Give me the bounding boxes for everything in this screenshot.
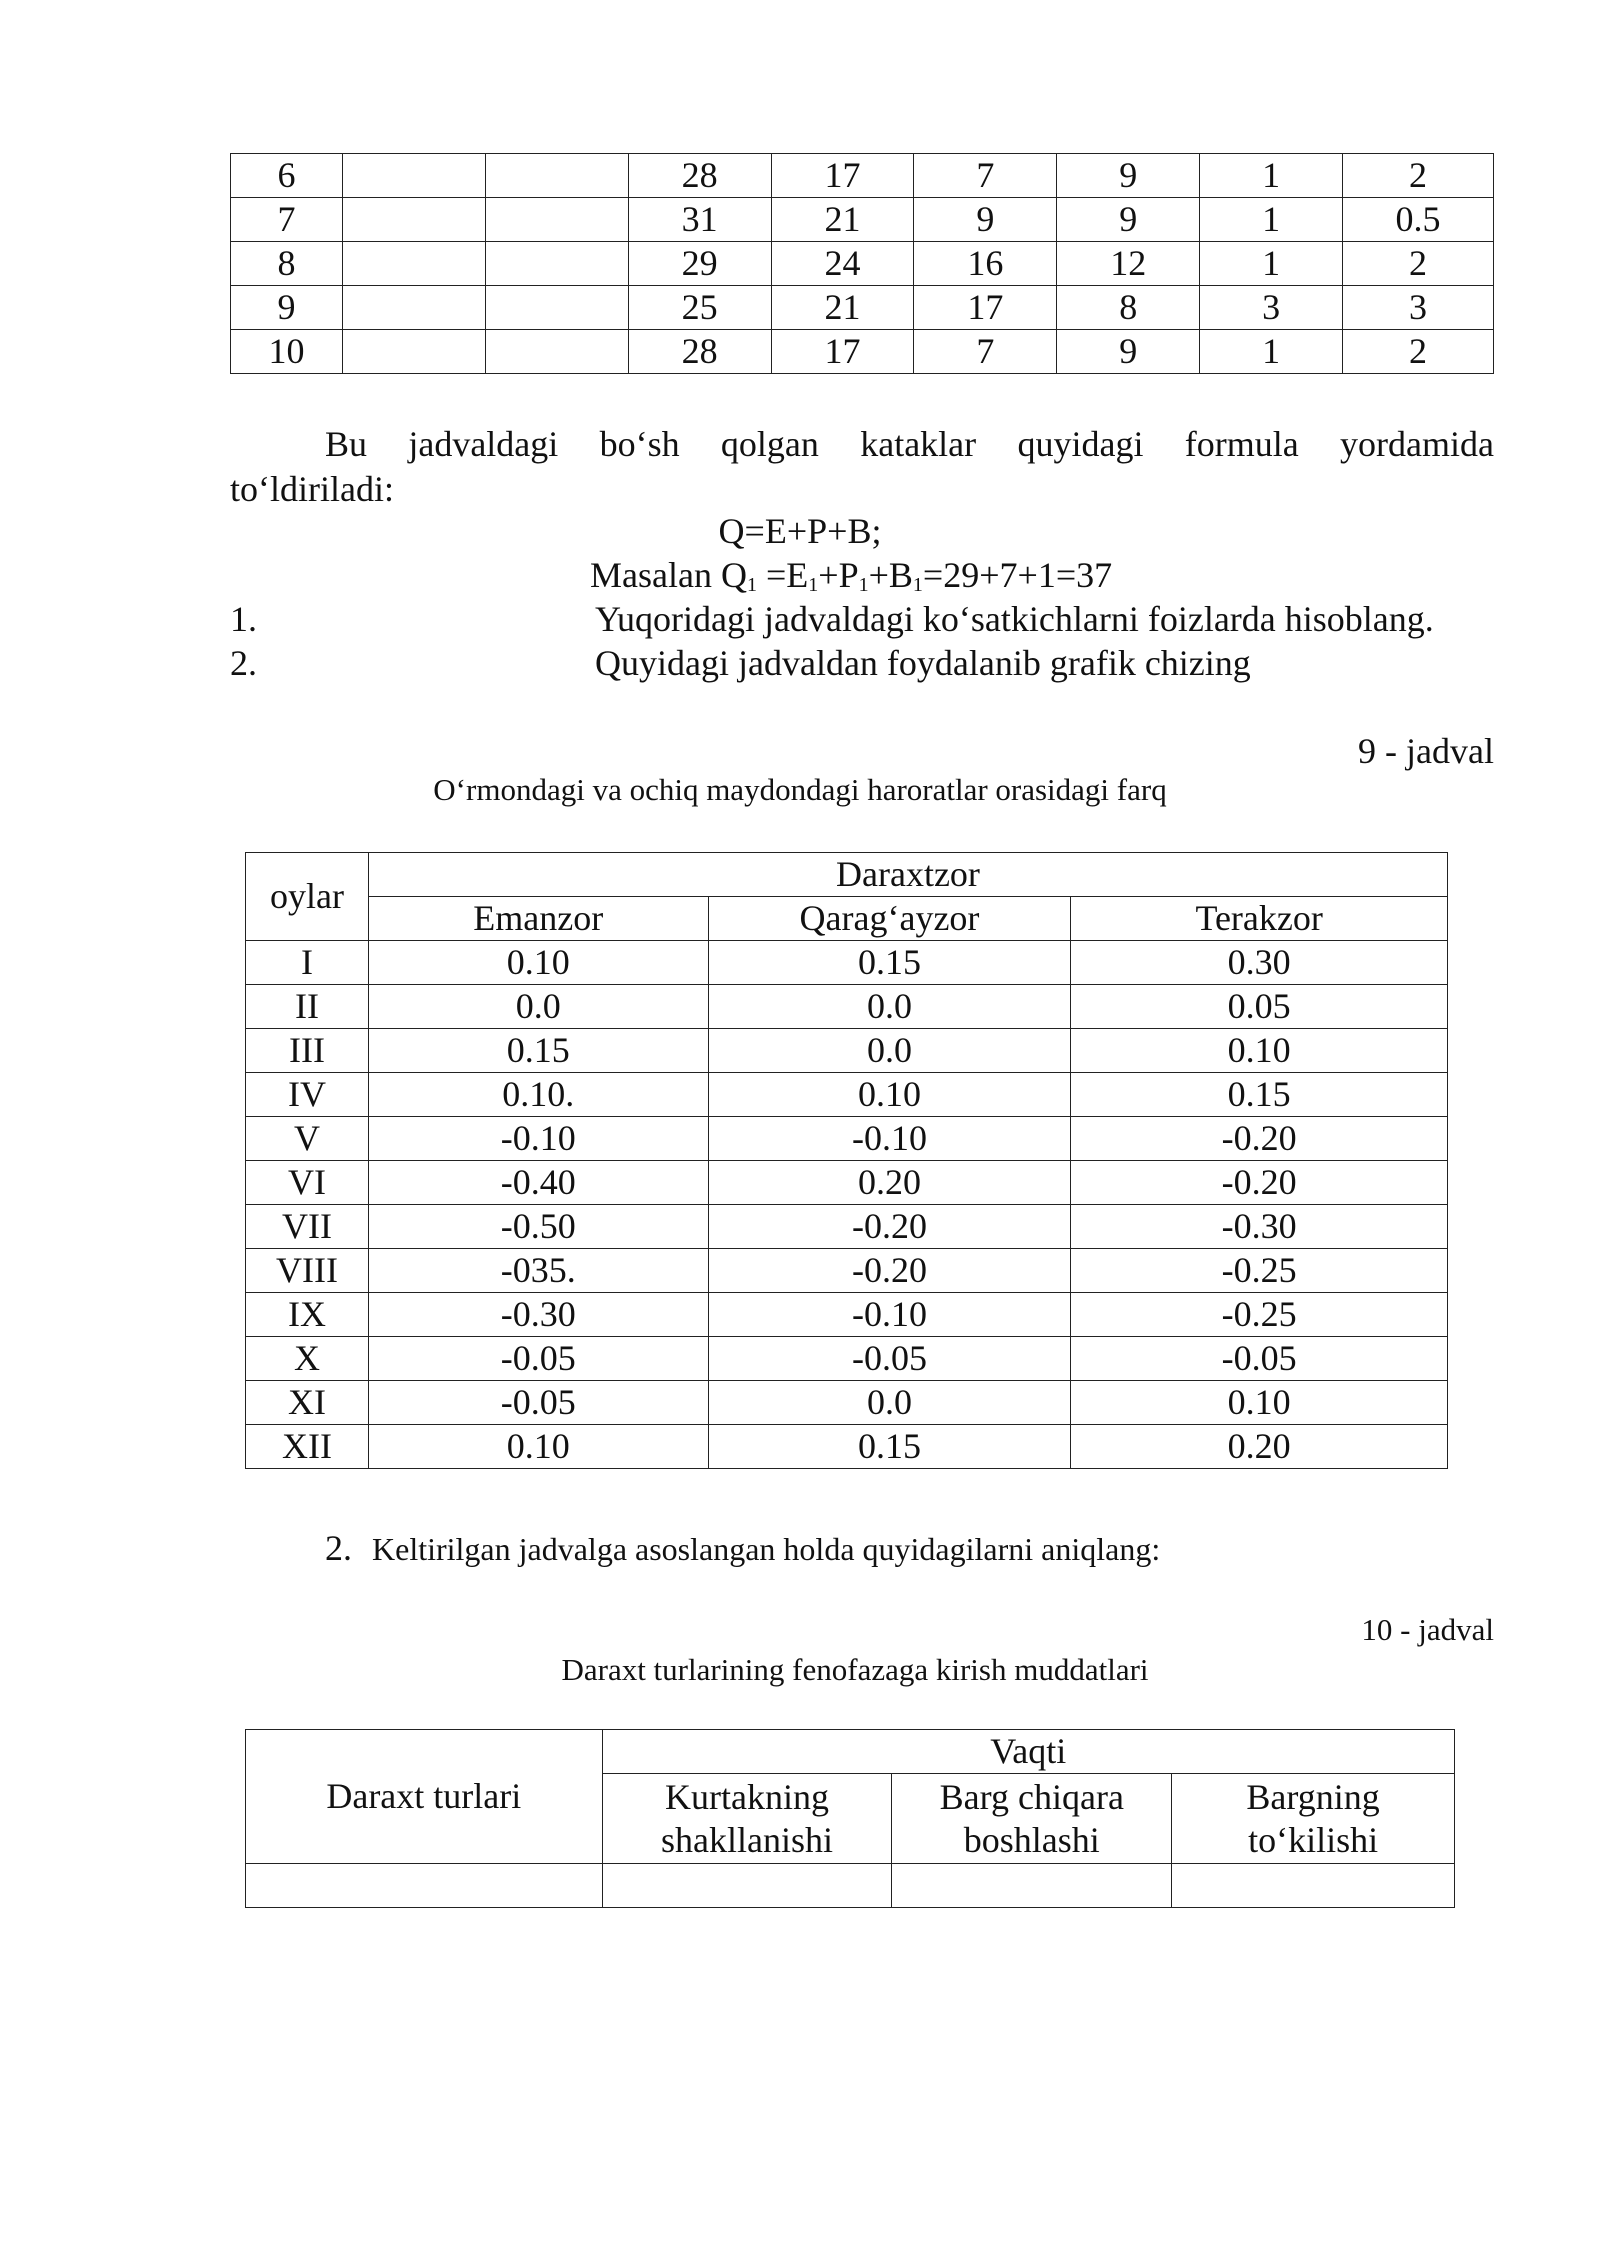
table-cell: 17: [914, 286, 1057, 330]
table-cell: 2: [1343, 330, 1494, 374]
instruction-paragraph: Bu jadvaldagi bo‘sh qolgan kataklar quyidagi formula yordamida: [325, 424, 1494, 464]
table-cell: [342, 330, 485, 374]
table-row: [246, 1073, 1448, 1117]
table-cell: 7: [914, 330, 1057, 374]
table-cell: 0.20: [1071, 1425, 1448, 1469]
table-cell: 0.15: [368, 1029, 708, 1073]
table-cell: IV: [246, 1073, 369, 1117]
header-months: oylar: [246, 853, 369, 941]
table-cell: 2: [1343, 242, 1494, 286]
table-cell: 1: [1200, 154, 1343, 198]
table-cell: 21: [771, 286, 914, 330]
table-cell: -0.30: [1071, 1205, 1448, 1249]
table-cell: 0.20: [708, 1161, 1071, 1205]
table-cell: 6: [231, 154, 343, 198]
table-row: [231, 286, 1494, 330]
question-number: 2.: [325, 1528, 352, 1568]
temperature-difference-table: [245, 852, 1448, 1469]
header-column: Terakzor: [1071, 897, 1448, 941]
table-cell: 3: [1343, 286, 1494, 330]
table-cell: IX: [246, 1293, 369, 1337]
header-column: Kurtakning shakllanishi: [602, 1774, 892, 1864]
table-title: Daraxt turlarining fenofazaga kirish muddatlari: [561, 1652, 1149, 1687]
table-cell: V: [246, 1117, 369, 1161]
table-row: [246, 1425, 1448, 1469]
table-cell: 0.15: [708, 1425, 1071, 1469]
table-cell: 17: [771, 154, 914, 198]
table-cell: 9: [1057, 154, 1200, 198]
table-row: [246, 1249, 1448, 1293]
table-cell: 1: [1200, 330, 1343, 374]
table-cell: 1: [1200, 242, 1343, 286]
formula-example: Masalan $Q_1 =E_1+P_1+B_1=29+7+1=37$: [590, 555, 1113, 596]
header-column: Barg chiqara boshlashi: [892, 1774, 1172, 1864]
list-item-number: 2.: [230, 643, 257, 683]
table-cell: 1: [1200, 198, 1343, 242]
table-cell: 0.0: [708, 1029, 1071, 1073]
table-cell: XII: [246, 1425, 369, 1469]
table-row: [231, 154, 1494, 198]
table-cell: 7: [231, 198, 343, 242]
list-item-text: Yuqoridagi jadvaldagi ko‘satkichlarni foizlarda hisoblang.: [595, 599, 1434, 639]
table-cell: 0.0: [708, 985, 1071, 1029]
table-cell: 0.30: [1071, 941, 1448, 985]
table-cell: 0.10: [1071, 1381, 1448, 1425]
table-cell: 9: [1057, 330, 1200, 374]
table-cell: 0.10: [368, 941, 708, 985]
table-cell: -0.10: [368, 1117, 708, 1161]
table-cell: 31: [628, 198, 771, 242]
table-row: [246, 1161, 1448, 1205]
question-heading: [325, 1527, 1160, 1569]
header-column: Emanzor: [368, 897, 708, 941]
header-group: Vaqti: [602, 1730, 1454, 1774]
table-cell: VII: [246, 1205, 369, 1249]
table-row: [231, 198, 1494, 242]
table-cell: [485, 286, 628, 330]
table-cell: 2: [1343, 154, 1494, 198]
table-cell: 16: [914, 242, 1057, 286]
table-cell: VIII: [246, 1249, 369, 1293]
table-cell: 9: [914, 198, 1057, 242]
table-cell: 8: [1057, 286, 1200, 330]
table-cell: I: [246, 941, 369, 985]
table-cell: 28: [628, 330, 771, 374]
table-label: 9 - jadval: [1358, 731, 1494, 771]
question-text: Keltirilgan jadvalga asoslangan holda quyidagilarni aniqlang:: [372, 1531, 1161, 1567]
table-cell: [485, 330, 628, 374]
phenophase-table: [245, 1729, 1455, 1908]
table-cell: 0.0: [708, 1381, 1071, 1425]
table-cell: 0.5: [1343, 198, 1494, 242]
table-cell: -0.20: [1071, 1161, 1448, 1205]
table-cell: II: [246, 985, 369, 1029]
header-column: Qarag‘ayzor: [708, 897, 1071, 941]
table-cell: -0.30: [368, 1293, 708, 1337]
table-cell: 0.15: [708, 941, 1071, 985]
table-cell: X: [246, 1337, 369, 1381]
list-item-text: Quyidagi jadvaldan foydalanib grafik chizing: [595, 643, 1251, 683]
table-row: [231, 242, 1494, 286]
table-cell: 28: [628, 154, 771, 198]
list-item-number: 1.: [230, 599, 257, 639]
empty-cell: [246, 1864, 603, 1908]
table-cell: III: [246, 1029, 369, 1073]
table-cell: -0.20: [1071, 1117, 1448, 1161]
table-row: [246, 1381, 1448, 1425]
table-cell: 0.05: [1071, 985, 1448, 1029]
table-cell: 0.10.: [368, 1073, 708, 1117]
data-table-top: [230, 153, 1494, 374]
table-row: [246, 1029, 1448, 1073]
table-cell: 0.0: [368, 985, 708, 1029]
table-cell: 8: [231, 242, 343, 286]
table-cell: -0.25: [1071, 1249, 1448, 1293]
table-cell: -0.10: [708, 1293, 1071, 1337]
table-row: [246, 985, 1448, 1029]
table-cell: 25: [628, 286, 771, 330]
table-cell: -0.05: [708, 1337, 1071, 1381]
empty-cell: [1172, 1864, 1455, 1908]
table-cell: [342, 242, 485, 286]
table-cell: 0.10: [708, 1073, 1071, 1117]
table-cell: 0.10: [1071, 1029, 1448, 1073]
table-cell: -0.05: [368, 1381, 708, 1425]
table-cell: [342, 198, 485, 242]
table-cell: 9: [231, 286, 343, 330]
table-cell: -0.40: [368, 1161, 708, 1205]
table-cell: 24: [771, 242, 914, 286]
table-cell: -0.10: [708, 1117, 1071, 1161]
table-cell: 21: [771, 198, 914, 242]
table-row: [246, 1117, 1448, 1161]
table-cell: [485, 198, 628, 242]
table-cell: -035.: [368, 1249, 708, 1293]
table-cell: 29: [628, 242, 771, 286]
table-cell: 9: [1057, 198, 1200, 242]
empty-cell: [892, 1864, 1172, 1908]
table-cell: [342, 286, 485, 330]
table-row: [246, 1205, 1448, 1249]
table-cell: 12: [1057, 242, 1200, 286]
table-cell: 0.10: [368, 1425, 708, 1469]
header-tree-types: Daraxt turlari: [246, 1730, 603, 1864]
header-group: Daraxtzor: [368, 853, 1447, 897]
table-label: 10 - jadval: [1361, 1612, 1494, 1647]
table-cell: -0.05: [368, 1337, 708, 1381]
table-cell: 0.15: [1071, 1073, 1448, 1117]
table-cell: 7: [914, 154, 1057, 198]
table-row: [246, 1337, 1448, 1381]
empty-cell: [602, 1864, 892, 1908]
table-cell: -0.25: [1071, 1293, 1448, 1337]
table-cell: 10: [231, 330, 343, 374]
table-row: [246, 1293, 1448, 1337]
table-cell: 3: [1200, 286, 1343, 330]
table-cell: -0.20: [708, 1249, 1071, 1293]
table-cell: -0.20: [708, 1205, 1071, 1249]
table-row: [231, 330, 1494, 374]
table-cell: -0.05: [1071, 1337, 1448, 1381]
formula: Q=E+P+B;: [718, 511, 882, 551]
table-cell: VI: [246, 1161, 369, 1205]
table-cell: XI: [246, 1381, 369, 1425]
header-column: Bargning to‘kilishi: [1172, 1774, 1455, 1864]
table-cell: [485, 242, 628, 286]
table-cell: [342, 154, 485, 198]
instruction-paragraph-cont: to‘ldiriladi:: [230, 469, 394, 509]
table-title: O‘rmondagi va ochiq maydondagi haroratlar orasidagi farq: [433, 772, 1167, 807]
table-row: [246, 941, 1448, 985]
table-cell: -0.50: [368, 1205, 708, 1249]
table-cell: [485, 154, 628, 198]
table-cell: 17: [771, 330, 914, 374]
